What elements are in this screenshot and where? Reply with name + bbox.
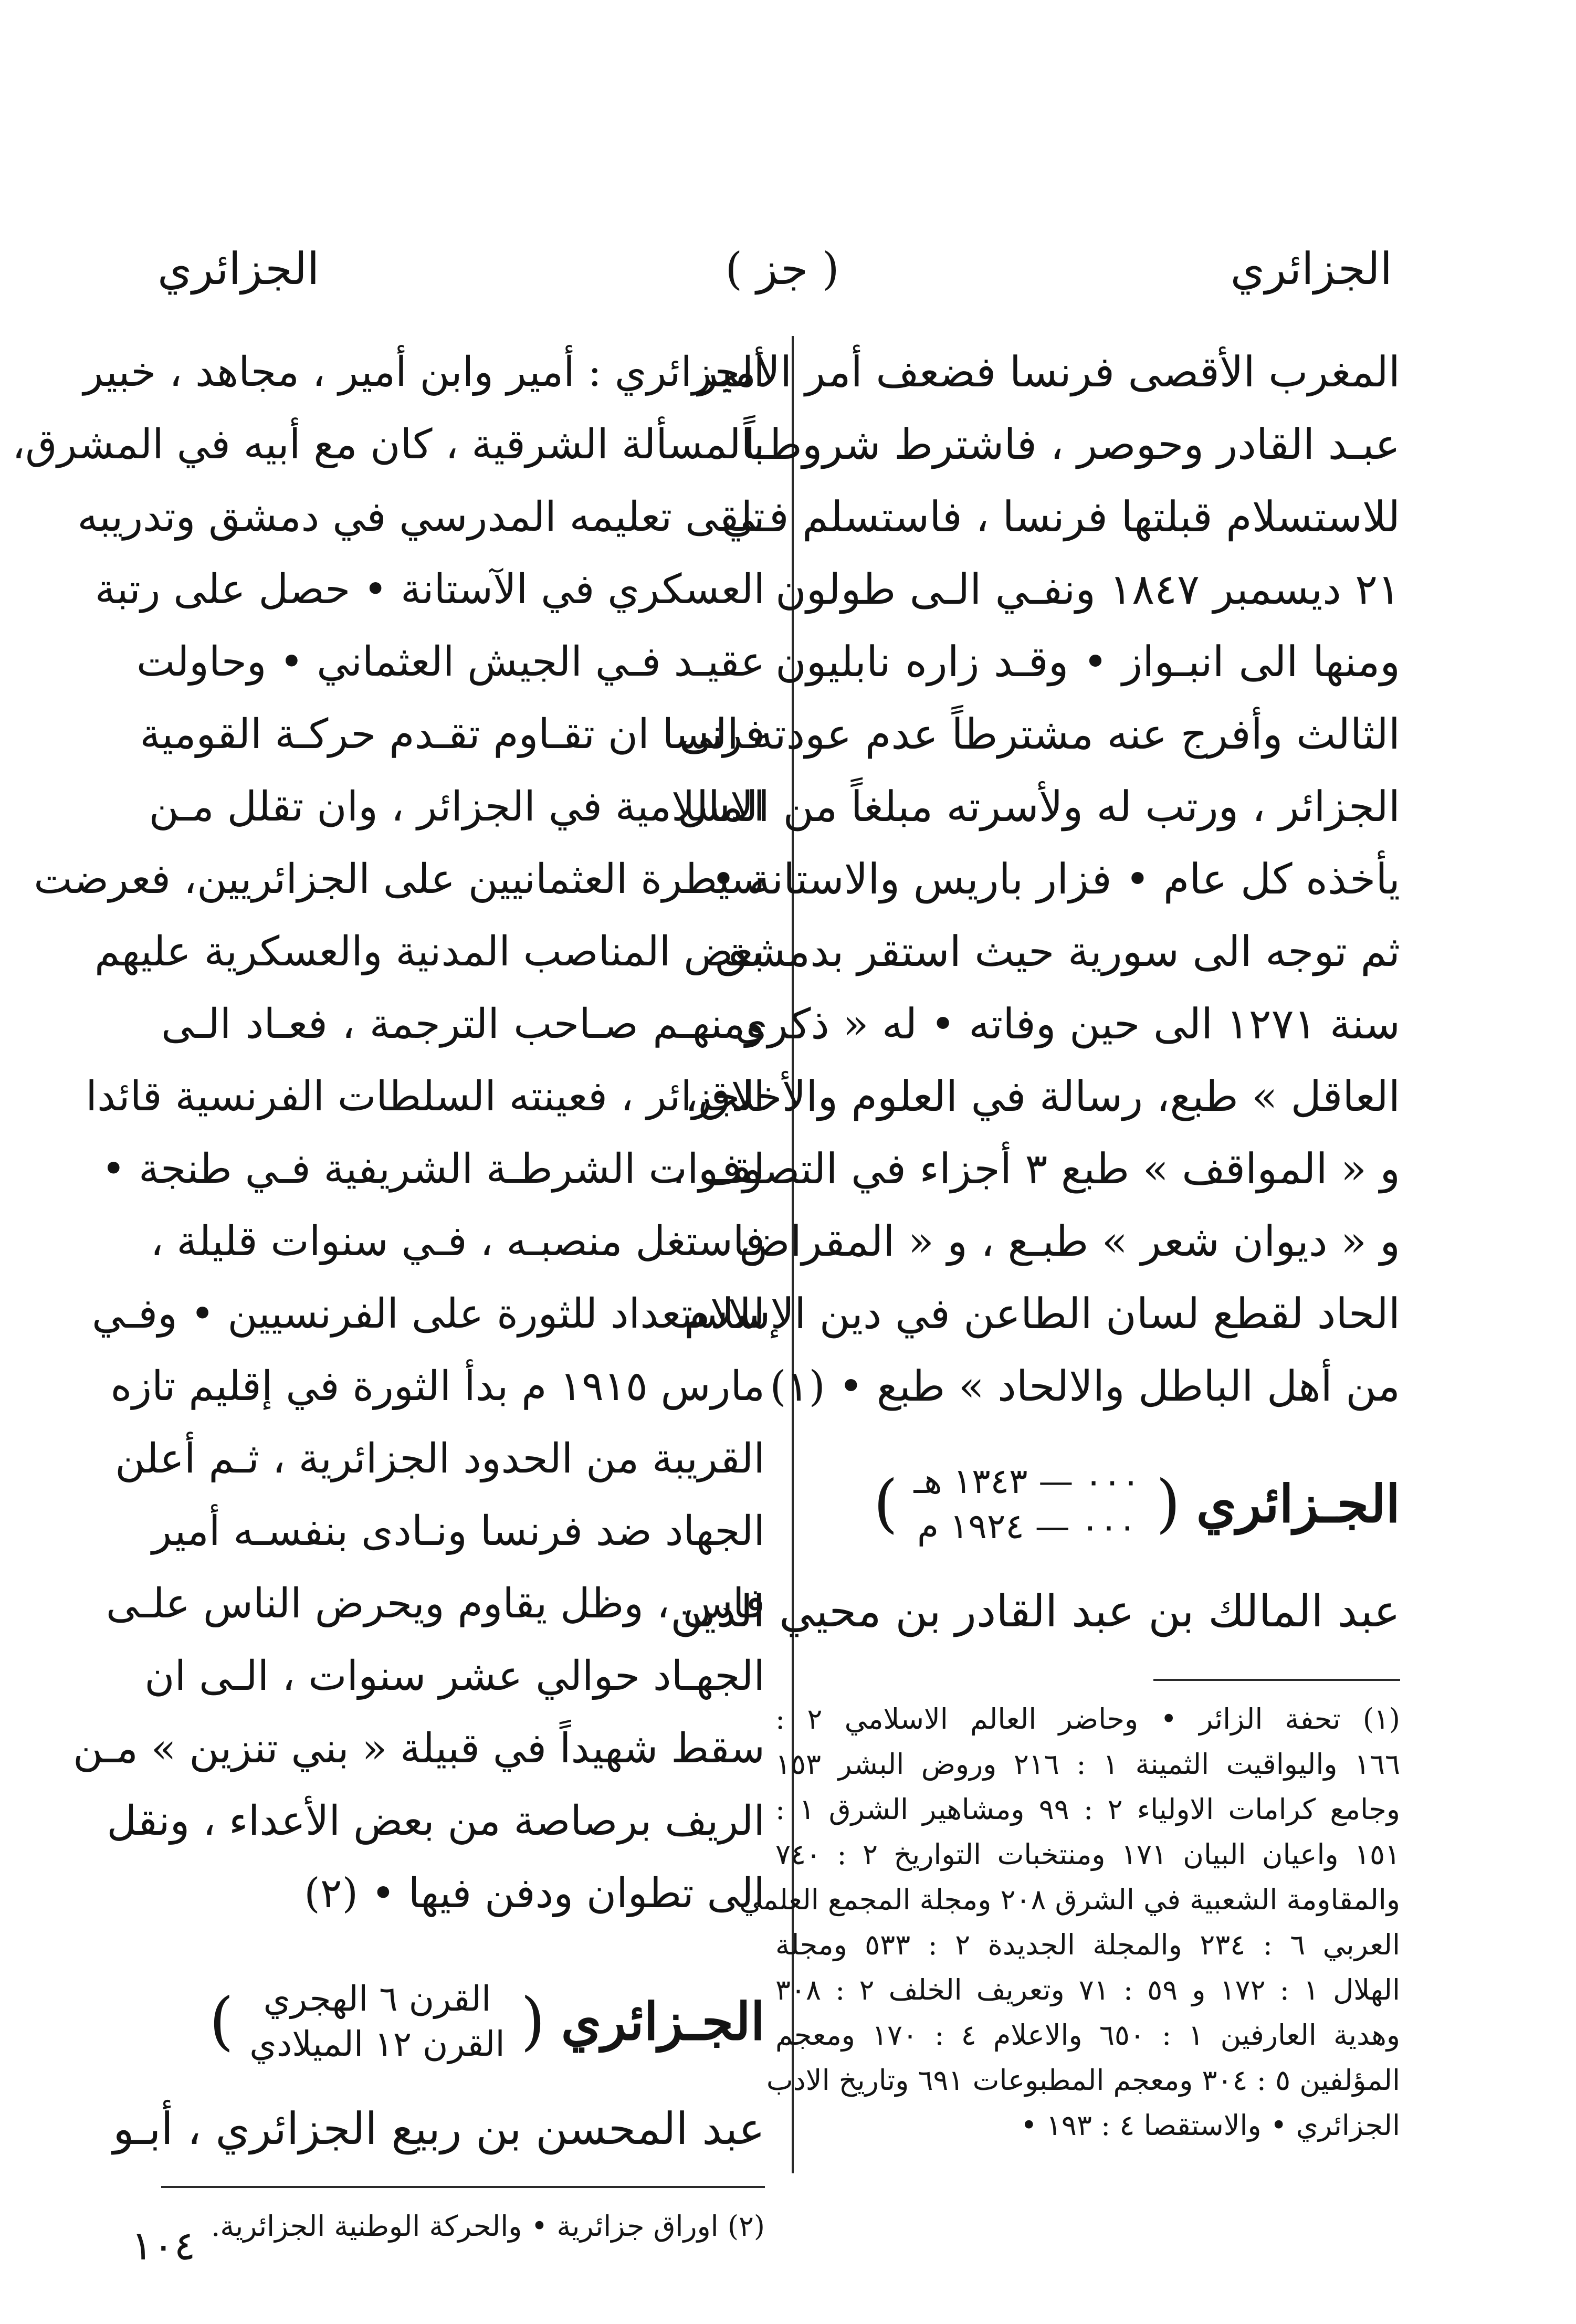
entry-centuries bbox=[249, 1976, 505, 2067]
running-header-right: الجزائري bbox=[1230, 243, 1392, 295]
footnote-line: ١٦٦ واليواقيت الثمينة ١ : ٢١٦ وروض البشر ١٥٣ bbox=[775, 1748, 1400, 1781]
text-line: الاسلامية في الجزائر ، وان تقلل مـن bbox=[149, 783, 765, 830]
text-line: الثالث وأفرج عنه مشترطاً عدم عودته الى bbox=[679, 710, 1400, 759]
text-line: فرنسا ان تقـاوم تقـدم حركـة القومية bbox=[140, 711, 765, 758]
text-line: ومنها الى انبـواز • وقـد زاره نابليون bbox=[775, 637, 1400, 686]
text-line: و « المواقف » طبع ٣ أجزاء في التصوف ، bbox=[672, 1144, 1400, 1193]
text-line: مارس ١٩١٥ م بدأ الثورة في إقليم تازه bbox=[110, 1363, 765, 1410]
text-line: بعض المناصب المدنية والعسكرية عليهم bbox=[94, 928, 765, 975]
text-line: يأخذه كل عام • فزار باريس والاستانة • bbox=[711, 855, 1400, 903]
text-line: العسكري في الآستانة • حصل على رتبة bbox=[94, 566, 765, 613]
open-paren: ( bbox=[1155, 1467, 1181, 1540]
entry-heading bbox=[775, 1444, 1400, 1564]
footnotes bbox=[739, 1697, 1401, 2148]
text-line: بالمسألة الشرقية ، كان مع أبيه في المشرق، bbox=[12, 421, 765, 468]
left-body-text bbox=[12, 336, 765, 1930]
footnote-line: الهلال ١ : ١٧٢ و ٥٩ : ٧١ وتعريف الخلف ٢ : ٣٠٨ bbox=[775, 1973, 1400, 2006]
text-line: الجزائري : أمير وابن أمير ، مجاهد ، خبير bbox=[83, 349, 765, 396]
right-column bbox=[670, 336, 1401, 2148]
text-line: سيطرة العثمانيين على الجزائريين، فعرضت bbox=[34, 856, 765, 903]
date-hijri: ٠٠٠ — ١٣٤٣ هـ bbox=[913, 1461, 1140, 1501]
footnote-line: وهدية العارفين ١ : ٦٥٠ والاعلام ٤ : ١٧٠ ومعجم bbox=[775, 2018, 1400, 2052]
text-line: الحاد لقطع لسان الطاعن في دين الإسلام bbox=[684, 1289, 1400, 1338]
text-line: الجهاد ضد فرنسا ونـادى بنفسـه أمير bbox=[152, 1508, 765, 1555]
entry-subject: عبد المالك بن عبد القادر بن محيي الدين bbox=[670, 1585, 1400, 1637]
running-header-left: الجزائري bbox=[157, 243, 320, 295]
close-paren: ) bbox=[873, 1467, 898, 1540]
text-line: ثم توجه الى سورية حيث استقر بدمشق bbox=[715, 927, 1400, 976]
footnote-line: الجزائري • والاستقصا ٤ : ١٩٣ • bbox=[1020, 2109, 1400, 2142]
footnote-line: وجامع كرامات الاولياء ٢ : ٩٩ ومشاهير الشرق ١ : bbox=[775, 1793, 1401, 1826]
footnote-line: العربي ٦ : ٢٣٤ والمجلة الجديدة ٢ : ٥٣٣ ومجلة bbox=[775, 1928, 1401, 1961]
open-paren: ( bbox=[520, 1985, 545, 2058]
date-gregorian: ٠٠٠ — ١٩٢٤ م bbox=[917, 1506, 1137, 1547]
text-line: سنة ١٢٧١ الى حين وفاته • له « ذكرى bbox=[734, 1000, 1400, 1048]
footnote-line: المؤلفين ٥ : ٣٠٤ ومعجم المطبوعات ٦٩١ وتاريخ الادب bbox=[766, 2064, 1400, 2097]
footnote: (٢) اوراق جزائرية • والحركة الوطنية الجزائرية. bbox=[211, 2210, 765, 2243]
text-line: عقيـد فـي الجيش العثماني • وحاولت bbox=[136, 638, 765, 686]
century-gregorian: القرن ١٢ الميلادي bbox=[249, 2024, 505, 2064]
close-paren: ) bbox=[209, 1985, 234, 2058]
text-line: القريبة من الحدود الجزائرية ، ثـم أعلن bbox=[115, 1435, 765, 1482]
text-line: الجزائر ، ورتب له ولأسرته مبلغاً من المال bbox=[677, 782, 1400, 831]
text-line: و « ديوان شعر » طبـع ، و « المقراض bbox=[739, 1217, 1400, 1266]
footnote-line: (١) تحفة الزائر • وحاضر العالم الاسلامي ٢ : bbox=[775, 1702, 1400, 1736]
entry-name: الجـزائري bbox=[1196, 1474, 1400, 1534]
footnote-rule bbox=[161, 2186, 765, 2188]
text-line: الى تطوان ودفن فيها • (٢) bbox=[304, 1870, 765, 1917]
text-line: سقط شهيداً في قبيلة « بني تنزين » مـن bbox=[72, 1725, 765, 1772]
footnote-rule bbox=[1153, 1679, 1400, 1681]
text-line: ومنهـم صـاحب الترجمة ، فعـاد الـى bbox=[161, 1001, 765, 1048]
text-line: المغرب الأقصى فرنسا فضعف أمر الأمير bbox=[698, 348, 1400, 396]
text-line: تلقى تعليمه المدرسي في دمشق وتدريبه bbox=[77, 493, 765, 541]
text-line: الريف برصاصة من بعض الأعداء ، ونقل bbox=[107, 1797, 765, 1845]
page-number: ١٠٤ bbox=[131, 2222, 196, 2269]
running-header-center: ( جز ) bbox=[725, 243, 839, 295]
footnote-line: والمقاومة الشعبية في الشرق ٢٠٨ ومجلة المجمع العلمي bbox=[739, 1883, 1400, 1916]
text-line: من أهل الباطل والالحاد » طبع • (١) bbox=[770, 1362, 1400, 1411]
text-line: ٢١ ديسمبر ١٨٤٧ ونفـي الـى طولون bbox=[775, 565, 1400, 614]
century-hijri: القرن ٦ الهجري bbox=[263, 1979, 491, 2019]
text-line: الجهـاد حوالي عشر سنوات ، الـى ان bbox=[144, 1653, 765, 1700]
text-line: العاقل » طبع، رسالة في العلوم والأخلاق، bbox=[685, 1072, 1400, 1121]
text-line: لقـوات الشرطـة الشريفية فـي طنجة • bbox=[101, 1145, 765, 1193]
text-line: للاستسلام قبلتها فرنسا ، فاستسلم فـي bbox=[721, 492, 1400, 541]
footnote-line: ١٥١ واعيان البيان ١٧١ ومنتخبات التواريخ ٢ : ٧٤٠ bbox=[775, 1838, 1400, 1871]
text-line: الجزائر ، فعينته السلطات الفرنسية قائدا bbox=[86, 1073, 765, 1120]
entry-dates bbox=[914, 1459, 1140, 1549]
text-line: فاس ، وظل يقاوم ويحرض الناس علـى bbox=[106, 1580, 765, 1627]
text-line: للاستعداد للثورة على الفرنسيين • وفـي bbox=[92, 1290, 765, 1338]
entry-subject: عبد المحسن بن ربيع الجزائري ، أبـو bbox=[113, 2103, 765, 2154]
entry-name: الجـزائري bbox=[561, 1991, 765, 2052]
text-line: فاستغل منصبـه ، فـي سنوات قليلة ، bbox=[150, 1218, 765, 1265]
text-line: عبـد القادر وحوصر ، فاشترط شروطـاً bbox=[743, 420, 1400, 469]
entry-heading bbox=[161, 1961, 765, 2082]
right-body-text bbox=[672, 336, 1400, 1423]
